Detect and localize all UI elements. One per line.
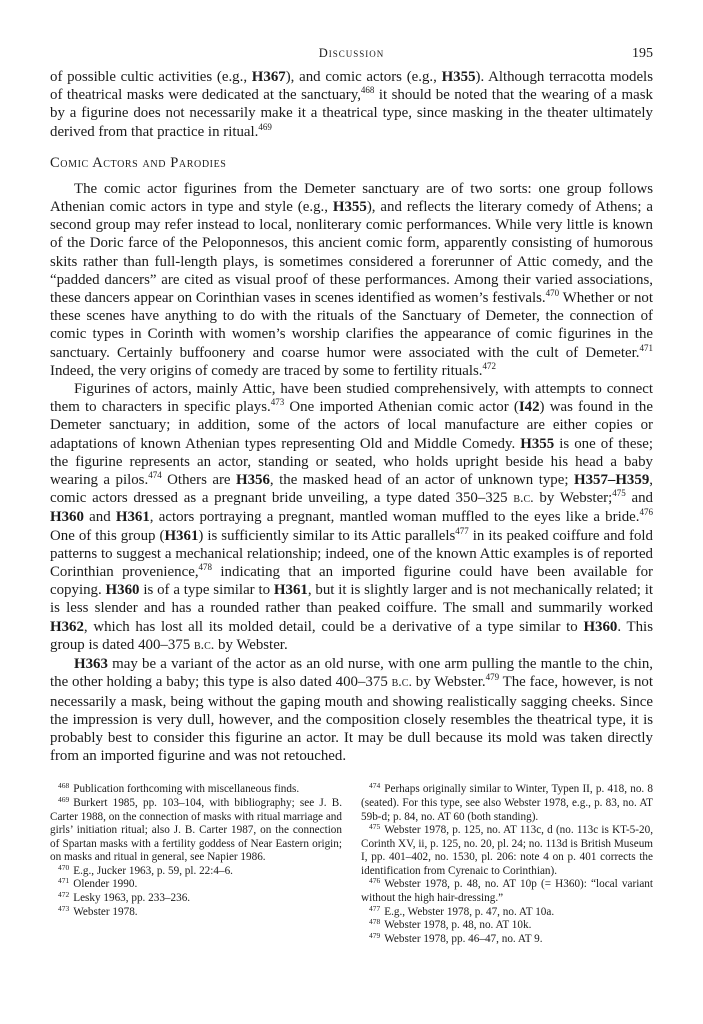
page — [50, 46, 653, 946]
footnote-ref: 476 — [639, 507, 653, 518]
footnote-ref: 473 — [270, 397, 285, 408]
running-title: Discussion — [318, 46, 385, 60]
footnote: $^{472}$ Lesky 1963, pp. 233–236. — [58, 890, 191, 905]
footnote-ref: 472 — [482, 360, 497, 371]
footnote-ref: 475 — [612, 488, 626, 499]
footnote: $^{473}$ Webster 1978. — [58, 903, 138, 918]
paragraph-2: The comic actor figurines from the Demeter sanctuary are of two sorts: one group follows Athenian comic actors in type and style (e.g., H355), and reflects the literary comedy of Athens; a second group may refer instead to local, nonliterary comic performances. While very little is known of the Doric farce of the Peloponnesos, this ancient comic form, apparently consisting of humorous skits rather than full-length plays, is sometimes considered a forerunner of Attic comedy, and the “padded dancers” are cited as visual proof of these performances. Among their varied associations, these dancers appear on Corinthian vases in scenes identified as women’s festivals.$^{470}$ Whether or not these scenes have anything to do with the rituals of the Sanctuary of Demeter, the connection of comic types in Corinth with women’s worship clarifies the appearance of comic figurines in the sanctuary. Certainly buffoonery and coarse humor were associated with the cult of Demeter.$^{471}$ Indeed, the very origins of comedy are traced by some to fertility rituals.$^{472}$ — [50, 180, 653, 379]
paragraph-3: Figurines of actors, mainly Attic, have been studied comprehensively, with attempts to connect them to characters in specific plays.$^{473}$ One imported Athenian comic actor (I42) was found in the Demeter sanctuary; in addition, some of the actors of local manufacture are either copies or adaptations of known Athenian types representing Old and Middle Comedy. H355 is one of these; the figurine represents an actor, standing or seated, who holds upright beside his head a baby wearing a pilos.$^{474}$ Others are H356, the masked head of an actor of unknown type; H357–H359, comic actors dressed as a pregnant bride unveiling, a type dated 350–325 b.c. by Webster;$^{475}$ and H360 and H361, actors portraying a pregnant, mantled woman muffled to the eyes like a bride.$^{476}$ One of this group (H361) is sufficiently similar to its Attic parallels$^{477}$ in its peaked coiffure and fold patterns to suggest a mechanical relationship; indeed, one of the known Attic examples is of reported Corinthian provenience,$^{478}$ indicating that an imported figurine could have been available for copying. H360 is of a type similar to H361, but it is slightly larger and is not mechanically related; it is less slender and has a rounded rather than peaked coiffure. The small and summarily worked H362, which has lost all its molded detail, could be a derivative of a type similar to H360. This group is dated 400–375 b.c. by Webster. — [50, 381, 654, 653]
footnote: $^{468}$ Publication forthcoming with miscellaneous finds. — [58, 781, 300, 796]
footnote: $^{476}$ Webster 1978, p. 48, no. AT 10p (= H360): “local variant without the high hair-dressing.” — [361, 876, 653, 905]
paragraph-1: of possible cultic activities (e.g., H367), and comic actors (e.g., H355). Although terracotta models of theatrical masks were dedicated at the sanctuary,$^{468}$ it should be noted that the wearing of a mask by a figurine does not necessarily make it a theatrical type, since masking in the theater ultimately derived from that practice in ritual.$^{469}$ — [50, 69, 653, 140]
footnote-ref: 471 — [639, 342, 653, 353]
footnote-ref: 474 — [148, 470, 162, 481]
body-text — [50, 68, 653, 765]
footnotes — [50, 783, 653, 946]
section-heading: Comic Actors and Parodies — [50, 154, 227, 171]
footnote: $^{479}$ Webster 1978, pp. 46–47, no. AT 9. — [369, 930, 543, 945]
footnote-ref: 468 — [360, 85, 375, 96]
footnotes-left-column — [50, 783, 342, 946]
footnote: $^{470}$ E.g., Jucker 1963, p. 59, pl. 22:4–6. — [58, 862, 233, 877]
page-number: 195 — [632, 46, 653, 61]
footnote: $^{478}$ Webster 1978, p. 48, no. AT 10k. — [369, 917, 532, 932]
footnote: $^{471}$ Olender 1990. — [58, 876, 138, 891]
footnote-ref: 469 — [258, 121, 272, 132]
footnote-ref: 479 — [485, 672, 500, 683]
footnote: $^{474}$ Perhaps originally similar to Winter, Typen II, p. 418, no. 8 (seated). For this type, see also Webster 1978, e.g., p. 83, no. AT 59b-d; p. 84, no. AT 60 (both standing). — [361, 781, 653, 823]
footnote: $^{469}$ Burkert 1985, pp. 103–104, with bibliography; see J. B. Carter 1988, on the connection of masks with ritual marriage and girls’ initiation ritual; also J. B. Carter 1987, on the connection of Spartan masks with a fertility goddess of Near Eastern origin; on masks and ritual in general, see Napier 1986. — [50, 794, 342, 864]
footnote-ref: 478 — [198, 562, 213, 573]
footnote-ref: 477 — [455, 525, 469, 536]
footnote: $^{475}$ Webster 1978, p. 125, no. AT 113c, d (no. 113c is KT-5-20, Corinth XV, ii, p. 125, no. 20, pl. 24; no. 113d is British Museum I, pp. 401–402, no. 1530, pl. 206: note 4 on p. 401 corrects the identification from Cyrenaic to Corinthian). — [361, 822, 653, 877]
page-header — [50, 46, 653, 68]
footnotes-right-column — [361, 783, 653, 946]
footnote-ref: 470 — [545, 288, 560, 299]
footnote: $^{477}$ E.g., Webster 1978, p. 47, no. AT 10a. — [369, 903, 555, 918]
paragraph-4: H363 may be a variant of the actor as an old nurse, with one arm pulling the mantle to the chin, the other holding a baby; this type is also dated 400–375 b.c. by Webster.$^{479}$ The face, however, is not necessarily a mask, being without the gaping mouth and showing realistically sagging cheeks. Since the impression is very dull, however, and the composition closely resembles the theatrical type, it is probably best to consider this figurine an actor. It may be dull because its mold was taken directly from an imported figurine and was not retouched. — [50, 656, 653, 765]
